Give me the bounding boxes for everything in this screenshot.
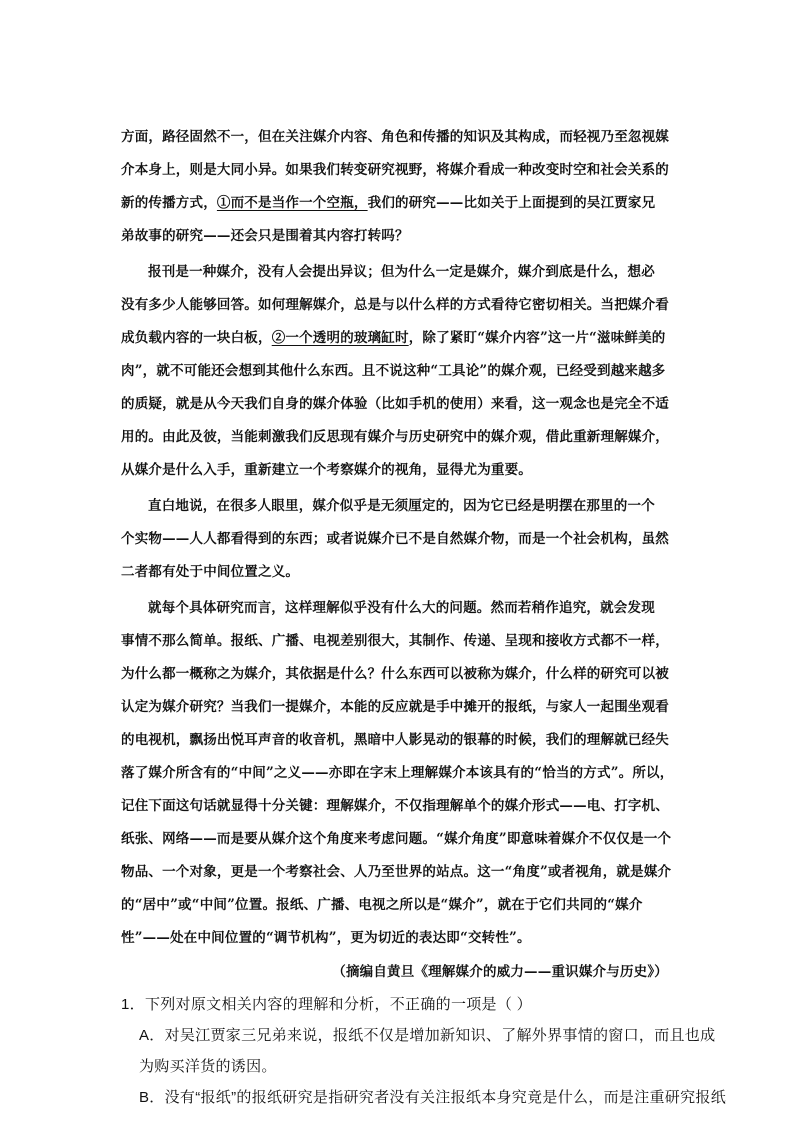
- passage-line-6: 没有多少人能够回答。如何理解媒介，总是与以什么样的方式看待它密切相关。当把媒介看: [121, 297, 669, 313]
- passage-line-10: 用的。由此及彼，当能刺激我们反思现有媒介与历史研究中的媒介观，借此重新理解媒介，: [121, 429, 669, 445]
- passage-line-8: 肉”，就不可能还会想到其他什么东西。且不说这种“工具论”的媒介观，已经受到越来越多: [121, 363, 666, 379]
- question-stem: 1．下列对原文相关内容的理解和分析，不正确的一项是（ ）: [121, 996, 532, 1013]
- option-a-line-2: 为购买洋货的诱因。: [139, 1058, 277, 1075]
- passage-line-7: [121, 326, 666, 346]
- passage-line-19: 的电视机，飘扬出悦耳声音的收音机，黑暗中人影晃动的银幕的时候，我们的理解就已经失: [121, 732, 669, 748]
- passage-line-13: 个实物——人人都看得到的东西；或者说媒介已不是自然媒介物，而是一个社会机构，虽然: [121, 531, 669, 547]
- passage-line-23: 物品、一个对象，更是一个考察社会、人乃至世界的站点。这一“角度”或者视角，就是媒介: [121, 864, 672, 880]
- passage-line-25: 性”——处在中间位置的“调节机构”，更为切近的表达即“交转性”。: [121, 930, 531, 946]
- passage-text: 们的研究——比如关于上面提到的吴江贾家兄: [381, 195, 656, 211]
- passage-line-20: 落了媒介所含有的“中间”之义——亦即在字末上理解媒介本该具有的“恰当的方式”。所以，: [121, 765, 674, 781]
- underlined-phrase-2: ②一个透明的玻璃缸时: [271, 330, 409, 346]
- passage-line-15: 就每个具体研究而言，这样理解似乎没有什么大的问题。然而若稍作追究，就会发现: [148, 600, 655, 616]
- passage-line-14: 二者都有处于中间位置之义。: [121, 564, 300, 580]
- passage-line-22: 纸张、网络——而是要从媒介这个角度来考虑问题。“媒介角度”即意味着媒介不仅仅是一个: [121, 831, 672, 847]
- passage-text: 新的传播方式，: [121, 195, 217, 211]
- option-a-line-1: A．对吴江贾家三兄弟来说，报纸不仅是增加新知识、了解外界事情的窗口，而且也成: [139, 1027, 716, 1044]
- passage-line-5: 报刊是一种媒介，没有人会提出异议；但为什么一定是媒介，媒介到底是什么，想必: [148, 264, 655, 280]
- passage-line-3: [121, 191, 655, 211]
- passage-line-17: 为什么都一概称之为媒介，其依据是什么？什么东西可以被称为媒介，什么样的研究可以被: [121, 666, 669, 682]
- underlined-phrase-1: ①而不是当作一个空瓶，: [216, 195, 368, 211]
- passage-line-24: 的“居中”或“中间”位置。报纸、广播、电视之所以是“媒介”，就在于它们共同的“媒介: [121, 897, 643, 913]
- passage-line-21: 记住下面这句话就显得十分关键：理解媒介，不仅指理解单个的媒介形式——电、打字机、: [121, 798, 669, 814]
- passage-line-1: 方面，路径固然不一，但在关注媒介内容、角色和传播的知识及其构成，而轻视乃至忽视媒: [121, 129, 669, 145]
- passage-line-18: 认定为媒介研究？当我们一提媒介，本能的反应就是手中摊开的报纸，与家人一起围坐观看: [121, 699, 669, 715]
- source-citation: （摘编自黄旦《理解媒介的威力——重识媒介与历史》）: [332, 964, 668, 980]
- passage-text: 成负载内容的一块白板，: [121, 330, 272, 346]
- passage-line-11: 从媒介是什么入手，重新建立一个考察媒介的视角，显得尤为重要。: [121, 462, 532, 478]
- passage-text: ，除了紧盯“媒介内容”这一片“滋味鲜美的: [408, 330, 666, 346]
- passage-line-16: 事情不那么简单。报纸、广播、电视差别很大，其制作、传递、呈现和接收方式都不一样，: [121, 633, 669, 649]
- passage-line-12: 直白地说，在很多人眼里，媒介似乎是无须厘定的，因为它已经是明摆在那里的一个: [148, 498, 655, 514]
- passage-line-9: 的质疑，就是从今天我们自身的媒介体验（比如手机的使用）来看，这一观念也是完全不适: [121, 396, 669, 412]
- option-b-line-1: B．没有“报纸”的报纸研究是指研究者没有关注报纸本身究竟是什么，而是注重研究报纸: [139, 1089, 726, 1106]
- passage-line-2: 介本身上，则是大同小异。如果我们转变研究视野，将媒介看成一种改变时空和社会关系的: [121, 162, 669, 178]
- passage-line-4: 弟故事的研究——还会只是围着其内容打转吗？: [121, 228, 409, 244]
- passage-text: 我: [367, 195, 382, 211]
